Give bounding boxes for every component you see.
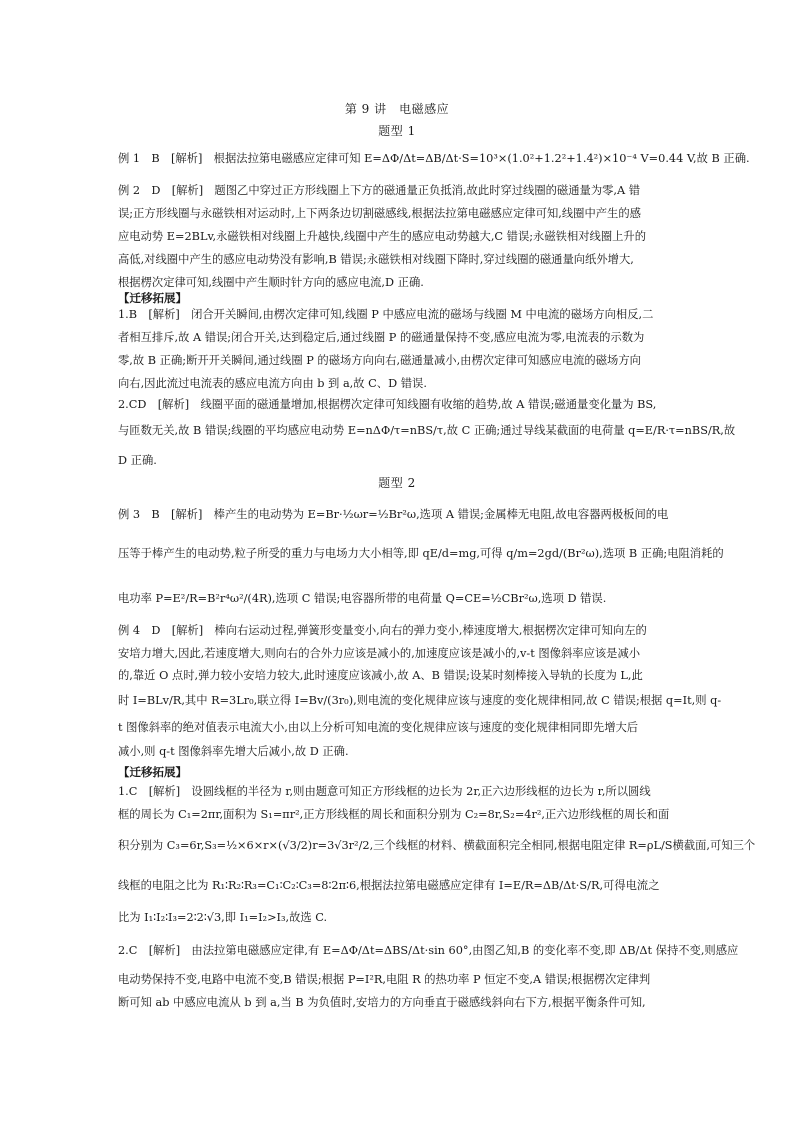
text-line: 向右,因此流过电流表的感应电流方向由 b 到 a,故 C、D 错误. <box>118 377 427 390</box>
text-line: 比为 I₁∶I₂∶I₃=2∶2∶√3,即 I₁=I₂>I₃,故选 C. <box>118 911 328 924</box>
text-line: 压等于棒产生的电动势,粒子所受的重力与电场力大小相等,即 qE/d=mg,可得 q/m=2gd/(Br²ω),选项 B 正确;电阻消耗的 <box>118 547 724 560</box>
text-line: 积分别为 C₃=6r,S₃=½×6×r×(√3/2)r=3√3r²/2,三个线框的材料、横截面积完全相同,根据电阻定律 R=ρL/S横截面,可知三个 <box>118 839 756 852</box>
text-line: 例 4 D [解析] 棒向右运动过程,弹簧形变量变小,向右的弹力变小,棒速度增大,根据楞次定律可知向左的 <box>118 624 647 637</box>
text-line: 1.B [解析] 闭合开关瞬间,由楞次定律可知,线圈 P 中感应电流的磁场与线圈 M 中电流的磁场方向相反,二 <box>118 308 654 321</box>
text-line: 零,故 B 正确;断开开关瞬间,通过线圈 P 的磁场方向向右,磁通量减小,由楞次定律可知感应电流的磁场方向 <box>118 354 641 367</box>
page-title: 第 9 讲 电磁感应 <box>344 102 450 116</box>
section-heading-type-2: 题型 2 <box>378 476 416 490</box>
text-line: 根据楞次定律可知,线圈中产生顺时针方向的感应电流,D 正确. <box>118 276 424 289</box>
section-heading-type-1: 题型 1 <box>378 124 416 138</box>
text-line: 的,靠近 O 点时,弹力较小安培力较大,此时速度应该减小,故 A、B 错误;设某时刻棒接入导轨的长度为 L,此 <box>118 669 643 682</box>
text-line: 电动势保持不变,电路中电流不变,B 错误;根据 P=I²R,电阻 R 的热功率 P 恒定不变,A 错误;根据楞次定律判 <box>118 973 651 986</box>
text-line: 例 2 D [解析] 题图乙中穿过正方形线圈上下方的磁通量正负抵消,故此时穿过线圈的磁通量为零,A 错 <box>118 184 641 197</box>
text-line: 安培力增大,因此,若速度增大,则向右的合外力应该是减小的,加速度应该是减小的,v-t 图像斜率应该是减小 <box>118 647 641 660</box>
text-line: 电功率 P=E²/R=B²r⁴ω²/(4R),选项 C 错误;电容器所带的电荷量 Q=CE=½CBr²ω,选项 D 错误. <box>118 592 607 605</box>
extension-header: 【迁移拓展】 <box>118 765 187 779</box>
text-line: 与匝数无关,故 B 错误;线圈的平均感应电动势 E=nΔΦ/τ=nBS/τ,故 C 正确;通过导线某截面的电荷量 q=E/R·τ=nBS/R,故 <box>118 424 736 437</box>
text-line: t 图像斜率的绝对值表示电流大小,由以上分析可知电流的变化规律应该与速度的变化规律相同即先增大后 <box>118 721 639 734</box>
extension-header: 【迁移拓展】 <box>118 291 187 305</box>
text-line: 2.C [解析] 由法拉第电磁感应定律,有 E=ΔΦ/Δt=ΔBS/Δt·sin 60°,由图乙知,B 的变化率不变,即 ΔB/Δt 保持不变,则感应 <box>118 944 739 957</box>
text-line: D 正确. <box>118 454 157 467</box>
text-line: 减小,则 q-t 图像斜率先增大后减小,故 D 正确. <box>118 745 349 758</box>
text-line: 高低,对线圈中产生的感应电动势没有影响,B 错误;永磁铁相对线圈下降时,穿过线圈的磁通量向纸外增大, <box>118 253 634 266</box>
text-line: 例 1 B [解析] 根据法拉第电磁感应定律可知 E=ΔΦ/Δt=ΔB/Δt·S=10³×(1.0²+1.2²+1.4²)×10⁻⁴ V=0.44 V,故 B 正确. <box>118 152 750 165</box>
text-line: 框的周长为 C₁=2πr,面积为 S₁=πr²,正方形线框的周长和面积分别为 C₂=8r,S₂=4r²,正六边形线框的周长和面 <box>118 808 670 821</box>
text-line: 例 3 B [解析] 棒产生的电动势为 E=Br·½ωr=½Br²ω,选项 A 错误;金属棒无电阻,故电容器两极板间的电 <box>118 508 669 521</box>
text-line: 断可知 ab 中感应电流从 b 到 a,当 B 为负值时,安培力的方向垂直于磁感线斜向右下方,根据平衡条件可知, <box>118 996 646 1009</box>
text-line: 1.C [解析] 设圆线框的半径为 r,则由题意可知正方形线框的边长为 2r,正六边形线框的边长为 r,所以圆线 <box>118 785 651 798</box>
text-line: 应电动势 E=2BLv,永磁铁相对线圈上升越快,线圈中产生的感应电动势越大,C 错误;永磁铁相对线圈上升的 <box>118 230 647 243</box>
text-line: 误;正方形线圈与永磁铁相对运动时,上下两条边切割磁感线,根据法拉第电磁感应定律可知,线圈中产生的感 <box>118 207 641 220</box>
text-line: 线框的电阻之比为 R₁∶R₂∶R₃=C₁∶C₂∶C₃=8∶2π∶6,根据法拉第电磁感应定律有 I=E/R=ΔB/Δt·S/R,可得电流之 <box>118 879 660 892</box>
text-line: 2.CD [解析] 线圈平面的磁通量增加,根据楞次定律可知线圈有收缩的趋势,故 A 错误;磁通量变化量为 BS, <box>118 398 657 411</box>
text-line: 者相互排斥,故 A 错误;闭合开关,达到稳定后,通过线圈 P 的磁通量保持不变,感应电流为零,电流表的示数为 <box>118 331 645 344</box>
text-line: 时 I=BLv/R,其中 R=3Lr₀,联立得 I=Bv/(3r₀),则电流的变化规律应该与速度的变化规律相同,故 C 错误;根据 q=It,则 q- <box>118 694 722 707</box>
